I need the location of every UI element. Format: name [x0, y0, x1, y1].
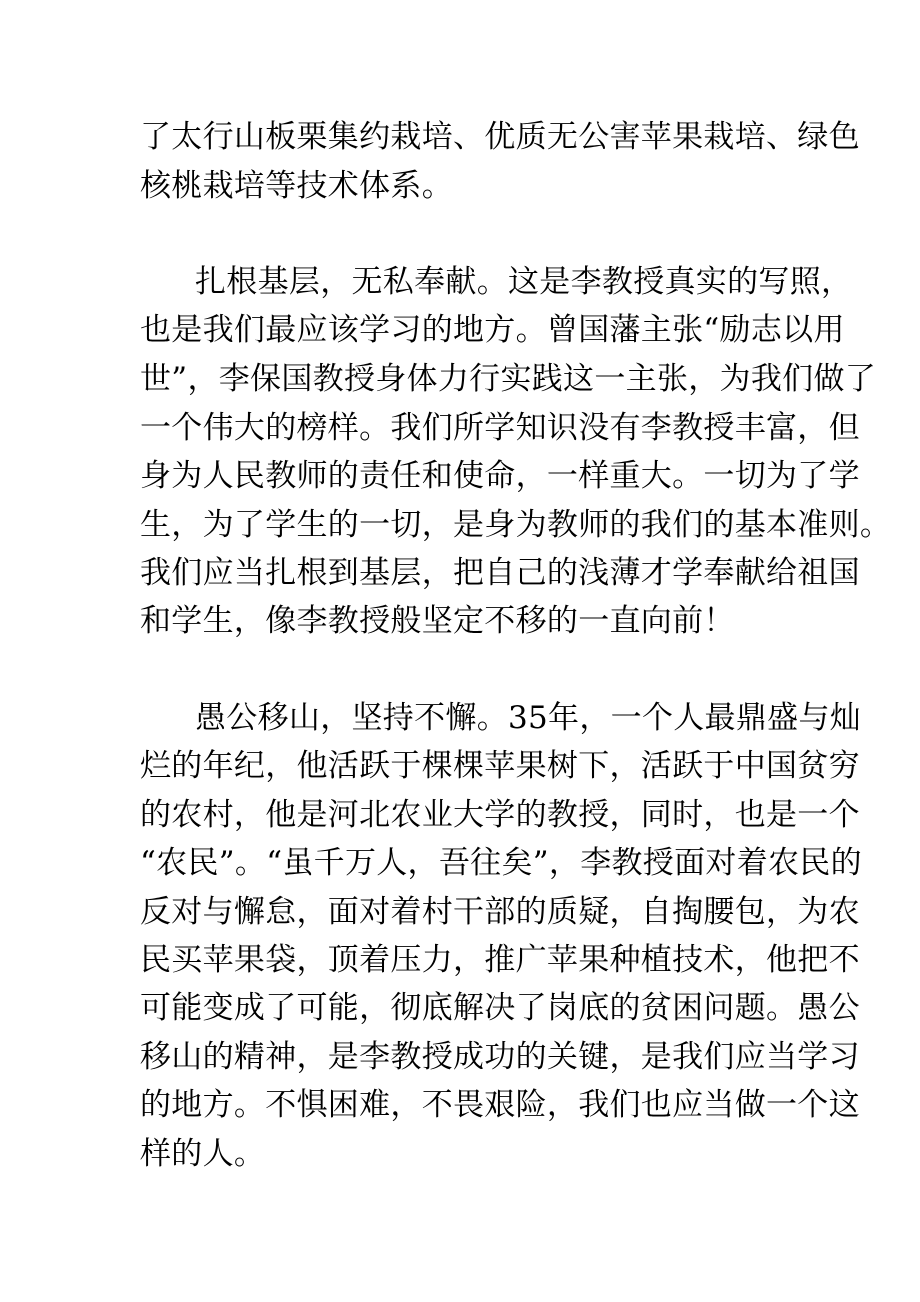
text-line: 世”，李保国教授身体力行实践这一主张，为我们做了	[140, 361, 877, 397]
paragraph-first-line: 愚公移山，坚持不懈。35年，一个人最鼎盛与灿	[195, 700, 862, 736]
paragraph-first-line: 扎根基层，无私奉献。这是李教授真实的写照，	[195, 264, 853, 300]
text-line: 民买苹果袋，顶着压力，推广苹果种植技术，他把不	[140, 942, 860, 978]
text-line: 核桃栽培等技术体系。	[140, 168, 453, 204]
text-line: 身为人民教师的责任和使命，一样重大。一切为了学	[140, 458, 860, 494]
text-line: “农民”。“虽千万人，吾往矣”，李教授面对着农民的	[140, 845, 862, 881]
text-line: 反对与懈怠，面对着村干部的质疑，自掏腰包，为农	[140, 894, 860, 930]
text-line: 可能变成了可能，彻底解决了岗底的贫困问题。愚公	[140, 990, 860, 1026]
text-line: 和学生，像李教授般坚定不移的一直向前！	[140, 603, 735, 639]
text-line: 我们应当扎根到基层，把自己的浅薄才学奉献给祖国	[140, 555, 860, 591]
text-line: 也是我们最应该学习的地方。曾国藩主张“励志以用	[140, 312, 845, 348]
text-line: 移山的精神，是李教授成功的关键，是我们应当学习	[140, 1039, 860, 1075]
text-line: 的农村，他是河北农业大学的教授，同时，也是一个	[140, 797, 860, 833]
text-line: 样的人。	[140, 1136, 266, 1172]
text-line: 一个伟大的榜样。我们所学知识没有李教授丰富，但	[140, 410, 860, 446]
text-line: 生，为了学生的一切，是身为教师的我们的基本准则。	[140, 507, 892, 543]
text-line: 了太行山板栗集约栽培、优质无公害苹果栽培、绿色	[140, 119, 860, 155]
text-line: 的地方。不惧困难，不畏艰险，我们也应当做一个这	[140, 1087, 860, 1123]
text-line: 烂的年纪，他活跃于棵棵苹果树下，活跃于中国贫穷	[140, 748, 860, 784]
